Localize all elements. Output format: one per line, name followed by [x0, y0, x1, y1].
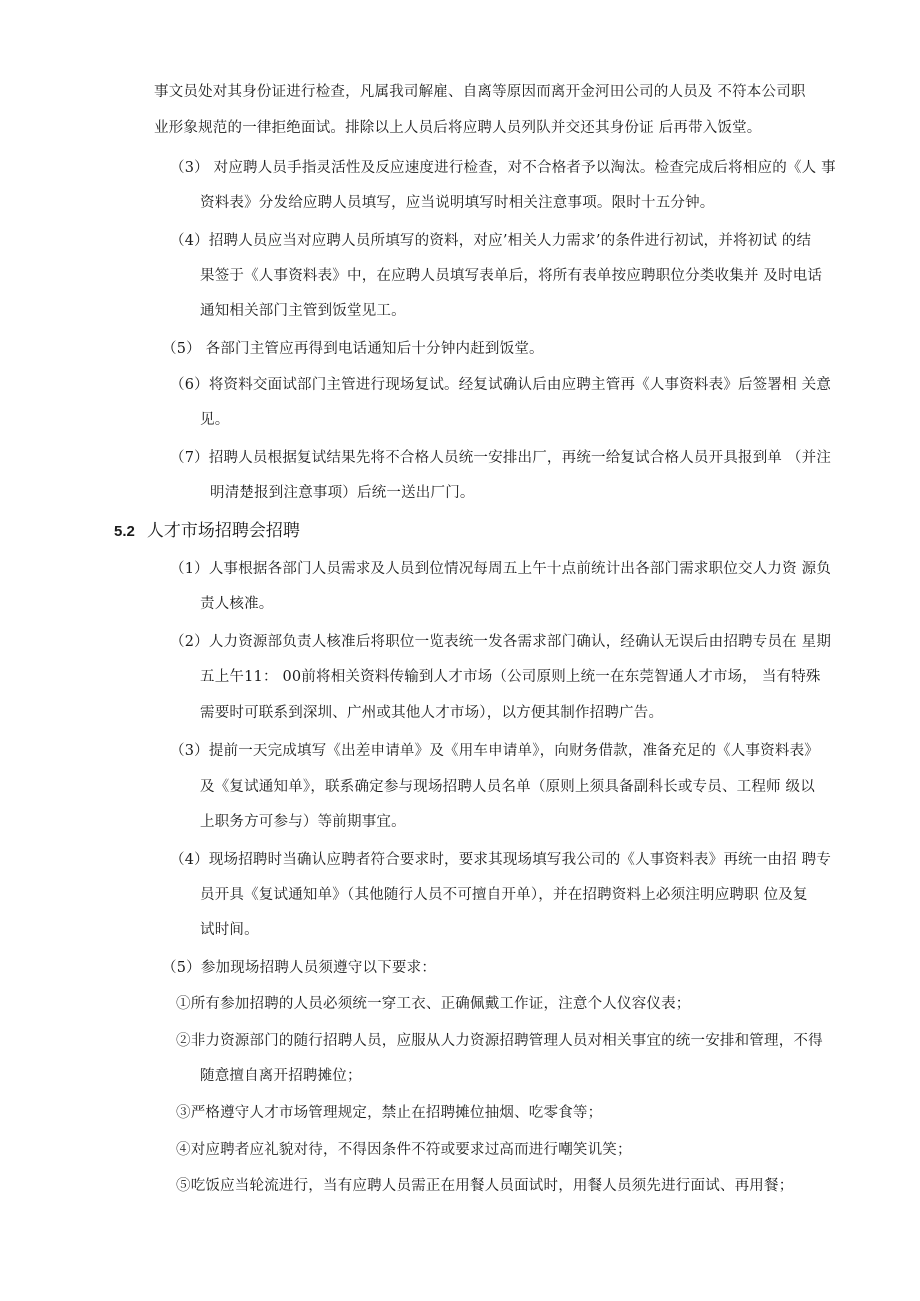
- paragraph-line: 事文员处对其身份证进行检查，凡属我司解雇、自离等原因而离开金河田公司的人员及 不符本公司职: [154, 84, 806, 100]
- list-item-7-line-1: （7）招聘人员根据复试结果先将不合格人员统一安排出厂，再统一给复试合格人员开具报到单 （并注: [170, 450, 832, 466]
- list-item-2-line-2: 五上午11： 00前将相关资料传输到人才市场（公司原则上统一在东莞智通人才市场， 当有特殊: [200, 669, 821, 685]
- list-item-3-line-3: 上职务方可参与）等前期事宜。: [200, 814, 406, 830]
- list-item-5-line-1: （5）参加现场招聘人员须遵守以下要求：: [162, 960, 437, 976]
- section-heading: [114, 520, 300, 543]
- requirement-3: ③严格遵守人才市场管理规定，禁止在招聘摊位抽烟、吃零食等；: [176, 1105, 603, 1121]
- list-item-7-line-2: 明清楚报到注意事项）后统一送出厂门。: [210, 485, 475, 501]
- list-item-5-line-1: （5） 各部门主管应再得到电话通知后十分钟内赶到饭堂。: [162, 341, 544, 357]
- list-item-6-line-2: 见。: [200, 412, 230, 428]
- list-item-1-line-1: （1）人事根据各部门人员需求及人员到位情况每周五上午十点前统计出各部门需求职位交人力资 源负: [170, 561, 832, 577]
- list-item-4-line-3: 试时间。: [200, 922, 259, 938]
- list-item-2-line-3: 需要时可联系到深圳、广州或其他人才市场），以方便其制作招聘广告。: [200, 705, 664, 721]
- list-item-2-line-1: （2）人力资源部负责人核准后将职位一览表统一发各需求部门确认，经确认无误后由招聘专员在 星期: [170, 634, 832, 650]
- list-item-6-line-1: （6）将资料交面试部门主管进行现场复试。经复试确认后由应聘主管再《人事资料表》后签署相 关意: [170, 377, 832, 393]
- list-item-4-line-2: 员开具《复试通知单》（其他随行人员不可擅自开单），并在招聘资料上必须注明应聘职 位及复: [200, 887, 808, 903]
- list-item-3-line-1: （3） 对应聘人员手指灵活性及反应速度进行检查，对不合格者予以淘汰。检查完成后将相应的《人 事: [170, 160, 836, 176]
- requirement-2-line-2: 随意擅自离开招聘摊位；: [200, 1068, 362, 1084]
- list-item-1-line-2: 责人核准。: [200, 596, 274, 612]
- requirement-1: ①所有参加招聘的人员必须统一穿工衣、正确佩戴工作证，注意个人仪容仪表；: [176, 996, 691, 1012]
- list-item-4-line-2: 果签于《人事资料表》中，在应聘人员填写表单后，将所有表单按应聘职位分类收集并 及时电话: [200, 268, 823, 284]
- requirement-4: ④对应聘者应礼貌对待，不得因条件不符或要求过高而进行嘲笑讥笑；: [176, 1142, 632, 1158]
- list-item-4-line-1: （4）现场招聘时当确认应聘者符合要求时，要求其现场填写我公司的《人事资料表》再统一由招 聘专: [170, 852, 832, 868]
- paragraph-line: 业形象规范的一律拒绝面试。排除以上人员后将应聘人员列队并交还其身份证 后再带入饭堂。: [154, 120, 762, 136]
- list-item-3-line-2: 资料表》分发给应聘人员填写，应当说明填写时相关注意事项。限时十五分钟。: [200, 195, 715, 211]
- list-item-4-line-1: （4）招聘人员应当对应聘人员所填写的资料，对应’相关人力需求’的条件进行初试，并将初试 的结: [170, 233, 812, 249]
- section-number: 5.2: [114, 523, 135, 540]
- list-item-4-line-3: 通知相关部门主管到饭堂见工。: [200, 303, 406, 319]
- requirement-5: ⑤吃饭应当轮流进行，当有应聘人员需正在用餐人员面试时，用餐人员须先进行面试、再用餐；: [176, 1178, 794, 1194]
- list-item-3-line-1: （3）提前一天完成填写《出差申请单》及《用车申请单》，向财务借款，准备充足的《人事资料表》: [170, 743, 819, 759]
- requirement-2-line-1: ②非力资源部门的随行招聘人员，应服从人力资源招聘管理人员对相关事宜的统一安排和管理，不得: [176, 1033, 823, 1049]
- list-item-3-line-2: 及《复试通知单》，联系确定参与现场招聘人员名单（原则上须具备副科长或专员、工程师 级以: [200, 779, 815, 795]
- section-title: 人才市场招聘会招聘: [146, 521, 300, 541]
